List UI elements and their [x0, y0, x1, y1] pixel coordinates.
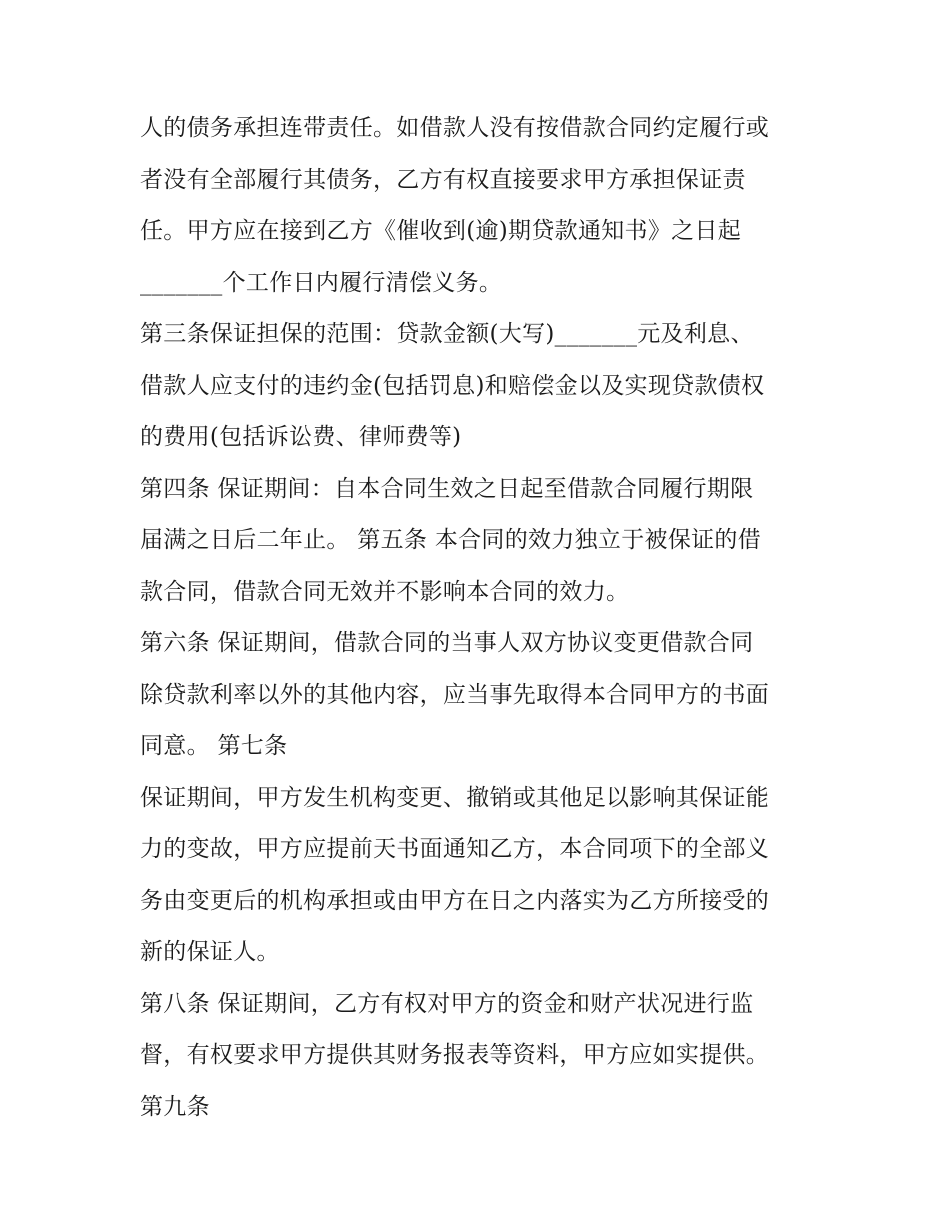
text-line: 新的保证人。 [140, 939, 280, 965]
text-line: 力的变故，甲方应提前天书面通知乙方，本合同项下的全部义 [140, 836, 770, 862]
text-line: _______个工作日内履行清偿义务。 [140, 269, 503, 296]
text-line: 保证期间，甲方发生机构变更、撤销或其他足以影响其保证能 [140, 784, 770, 811]
text-line: 督，有权要求甲方提供其财务报表等资料，甲方应如实提供。 [140, 1042, 770, 1068]
text-line: 除贷款利率以外的其他内容，应当事先取得本合同甲方的书面 [140, 681, 770, 708]
text-line: 任。甲方应在接到乙方《催收到(逾)期贷款通知书》之日起 [140, 218, 742, 244]
contract-text-block [140, 103, 830, 1133]
text-line: 借款人应支付的违约金(包括罚息)和赔偿金以及实现贷款债权 [140, 372, 765, 399]
article-3-line: 第三条保证担保的范围：贷款金额(大写)_______元及利息、 [140, 321, 754, 347]
article-9-line: 第九条 [140, 1093, 210, 1120]
article-8-line: 第八条 保证期间，乙方有权对甲方的资金和财产状况进行监 [140, 990, 754, 1017]
text-line: 款合同，借款合同无效并不影响本合同的效力。 [140, 578, 630, 605]
text-line: 务由变更后的机构承担或由甲方在日之内落实为乙方所接受的 [140, 887, 770, 914]
article-6-line: 第六条 保证期间，借款合同的当事人双方协议变更借款合同 [140, 630, 754, 656]
article-7-line: 同意。 第七条 [140, 733, 288, 759]
text-line: 的费用(包括诉讼费、律师费等) [140, 424, 462, 450]
text-line: 人的债务承担连带责任。如借款人没有按借款合同约定履行或 [140, 115, 770, 141]
article-5-line: 届满之日后二年止。 第五条 本合同的效力独立于被保证的借 [140, 527, 762, 553]
text-line: 者没有全部履行其债务，乙方有权直接要求甲方承担保证责 [140, 166, 746, 193]
article-4-line: 第四条 保证期间：自本合同生效之日起至借款合同履行期限 [140, 475, 754, 502]
